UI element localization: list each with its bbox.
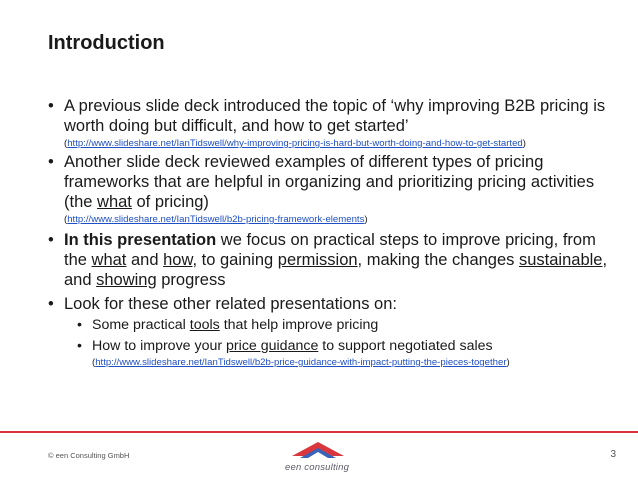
- underlined-what: what: [91, 251, 127, 269]
- text-segment: , and: [64, 251, 608, 289]
- paren-close: ): [506, 357, 510, 368]
- reference-link[interactable]: http://www.slideshare.net/IanTidswell/b2b-price-guidance-with-impact-putting-the-pieces-together: [95, 357, 507, 368]
- bullet-related-presentations: [48, 294, 608, 369]
- text-segment: Some practical: [92, 317, 190, 333]
- copyright-text: © een Consulting GmbH: [48, 451, 130, 460]
- text-segment: we focus on practical steps to improve pricing, from the: [64, 231, 596, 269]
- sub-bullet-price-guidance: [64, 337, 608, 369]
- paren-close: ): [522, 138, 526, 149]
- bullet-previous-deck: [48, 96, 608, 150]
- bullet-text: Look for these other related presentations on:: [64, 295, 397, 313]
- text-segment: and: [126, 251, 164, 269]
- text-segment: , making the changes: [357, 251, 519, 269]
- text-segment: progress: [156, 271, 226, 289]
- reference-url-line: [64, 137, 608, 150]
- underlined-how: how: [163, 251, 193, 269]
- reference-url-line: [92, 356, 608, 369]
- footer-divider: [0, 431, 638, 433]
- reference-link[interactable]: http://www.slideshare.net/IanTidswell/b2b-pricing-framework-elements: [67, 214, 365, 225]
- bullet-text-pre: Another slide deck reviewed examples of different types of pricing frameworks that are helpful in organizing and prioritizing pricing activities (the: [64, 153, 595, 211]
- underlined-price-guidance: price guidance: [226, 338, 319, 354]
- slide-title: Introduction: [48, 32, 165, 54]
- text-segment: , to gaining: [192, 251, 278, 269]
- bold-lead: In this presentation: [64, 231, 217, 249]
- text-segment: to support negotiated sales: [318, 338, 493, 354]
- paren-open: (: [64, 214, 68, 225]
- paren-close: ): [364, 214, 368, 225]
- bullet-frameworks-deck: [48, 152, 608, 226]
- reference-link[interactable]: http://www.slideshare.net/IanTidswell/why-improving-pricing-is-hard-but-worth-doing-and-how-to-get-started: [67, 138, 523, 149]
- bullet-text-post: of pricing): [131, 193, 209, 211]
- underlined-permission: permission: [277, 251, 358, 269]
- underlined-tools: tools: [189, 317, 220, 333]
- underlined-what: what: [97, 193, 132, 211]
- underlined-showing: showing: [96, 271, 157, 289]
- bullet-this-presentation: [48, 230, 608, 290]
- text-segment: that help improve pricing: [219, 317, 379, 333]
- logo-wordmark: een consulting: [285, 462, 350, 473]
- bullet-text: A previous slide deck introduced the topic of ‘why improving B2B pricing is worth doing but difficult, and how to get started’: [64, 97, 606, 135]
- underlined-sustainable: sustainable: [518, 251, 603, 269]
- bullet-list: [48, 96, 608, 373]
- reference-url-line: [64, 213, 608, 226]
- paren-open: (: [92, 357, 96, 368]
- sub-bullet-tools: [64, 316, 608, 334]
- paren-open: (: [64, 138, 68, 149]
- page-number: 3: [610, 449, 616, 460]
- text-segment: How to improve your: [92, 338, 227, 354]
- sub-bullet-list: [64, 316, 608, 369]
